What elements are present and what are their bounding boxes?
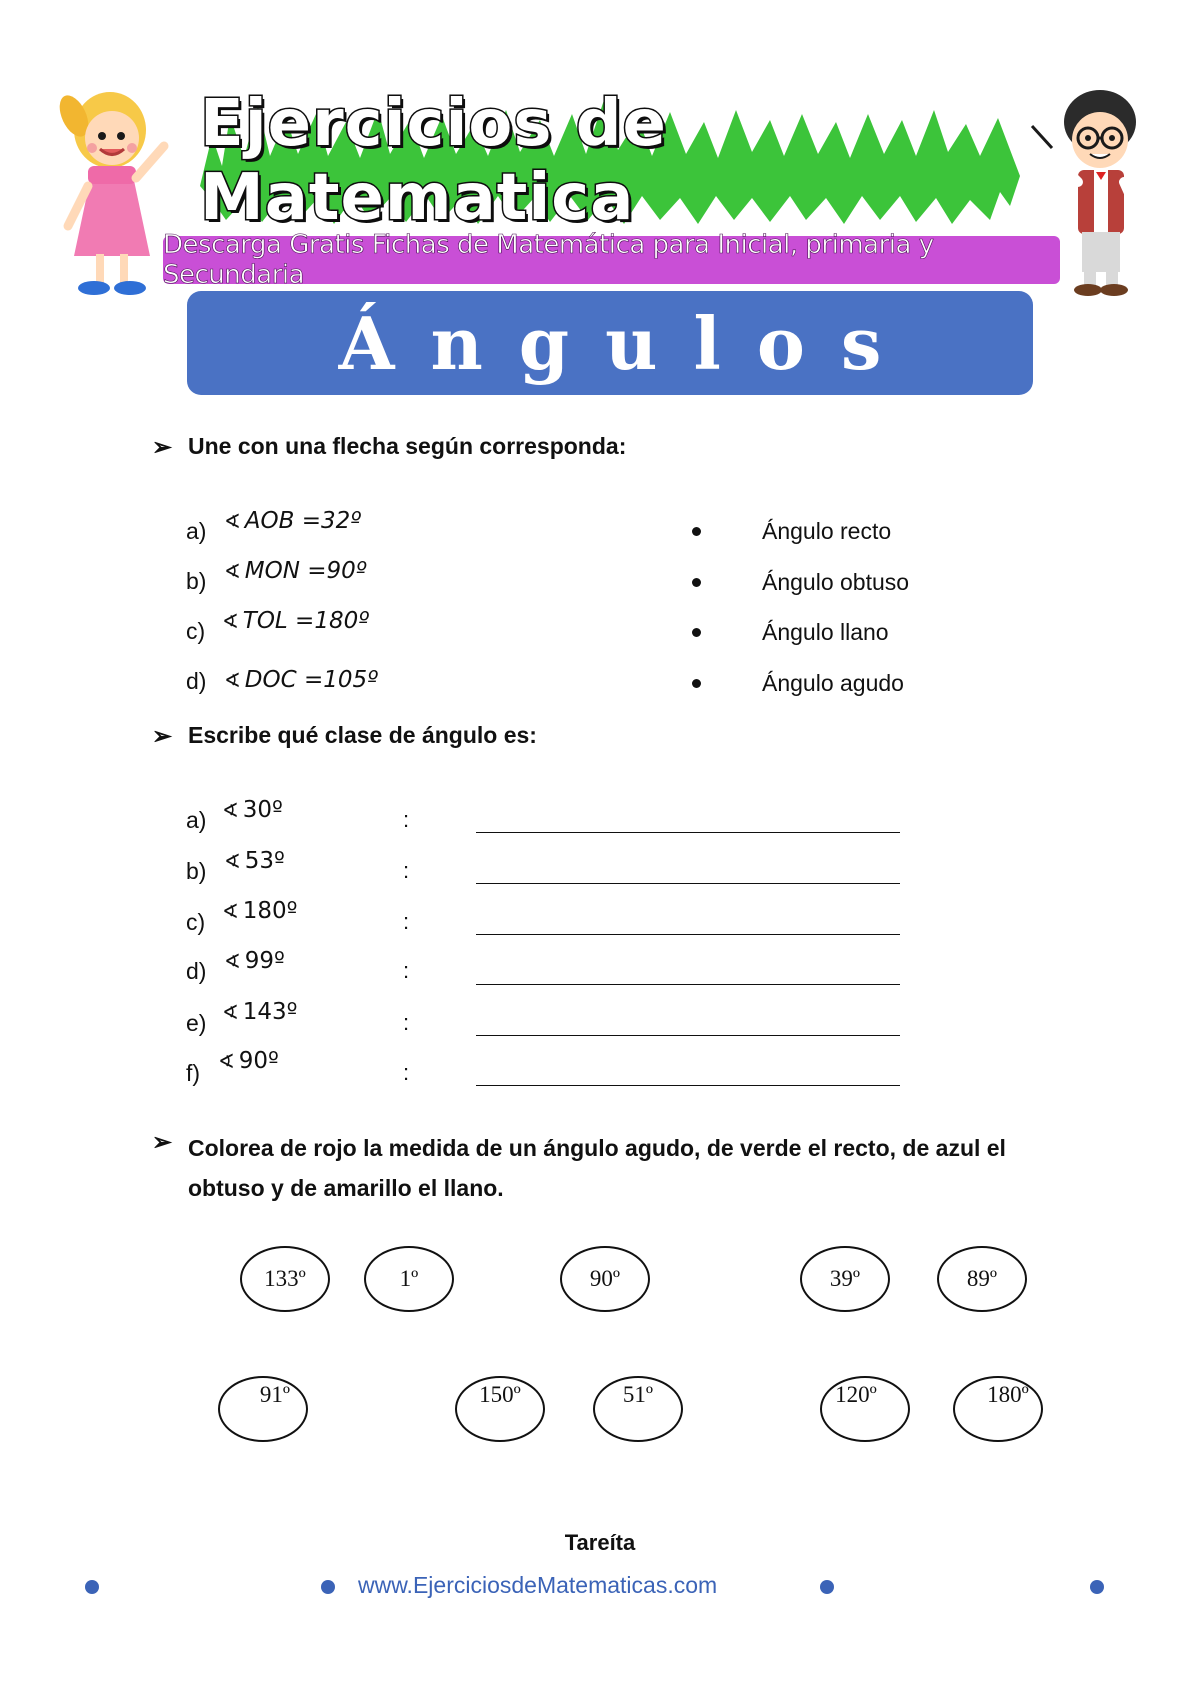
colon: : [403, 958, 410, 983]
footer-dot [1090, 1580, 1104, 1594]
instruction-color: ➢ Colorea de rojo la medida de un ángulo agudo, de verde el recto, de azul el obtuso y de amarillo el llano. [152, 1129, 1006, 1201]
arrow-bullet-icon: ➢ [152, 434, 173, 461]
girl-illustration [52, 86, 172, 301]
angle-oval[interactable]: 39º [800, 1246, 890, 1312]
classify-item-value: ∢ 90º [218, 1048, 279, 1074]
bullet-dot [692, 679, 701, 688]
answer-line[interactable] [476, 934, 900, 935]
classify-item-value: ∢ 30º [222, 797, 283, 823]
match-item-label: a) [186, 518, 207, 544]
classify-item-value: ∢ 99º [224, 948, 285, 974]
angle-oval[interactable]: 89º [937, 1246, 1027, 1312]
angle-symbol-icon: ∢ [224, 849, 241, 873]
angle-oval[interactable]: 91º [218, 1376, 308, 1442]
angle-oval[interactable]: 1º [364, 1246, 454, 1312]
arrow-bullet-icon: ➢ [152, 1129, 173, 1156]
footer-dot [820, 1580, 834, 1594]
angle-symbol-icon: ∢ [222, 899, 239, 923]
answer-line[interactable] [476, 832, 900, 833]
classify-item-label: e) [186, 1010, 207, 1036]
classify-item-label: a) [186, 807, 207, 833]
angle-symbol-icon: ∢ [218, 1049, 235, 1073]
angle-oval[interactable]: 133º [240, 1246, 330, 1312]
angle-kind: Ángulo agudo [762, 670, 904, 696]
match-item-label: c) [186, 618, 206, 644]
angle-symbol-icon: ∢ [222, 609, 239, 633]
angle-symbol-icon: ∢ [222, 798, 239, 822]
footer-label: Tareíta [564, 1530, 636, 1555]
colon: : [403, 807, 410, 832]
angle-symbol-icon: ∢ [224, 509, 241, 533]
site-subtitle: Descarga Gratis Fichas de Matemática para Inicial, primaria y Secundaria [163, 236, 1060, 284]
classify-item-label: c) [186, 909, 206, 935]
colon: : [403, 1010, 410, 1035]
topic-banner [187, 291, 1033, 395]
angle-oval[interactable]: 51º [593, 1376, 683, 1442]
site-title: Ejercicios de Matematica [200, 87, 667, 235]
topic-title: Ángulos [338, 300, 918, 386]
classify-item-value: ∢ 180º [222, 898, 298, 924]
angle-symbol-icon: ∢ [224, 949, 241, 973]
classify-item-value: ∢ 53º [224, 848, 285, 874]
footer-website-link[interactable]: www.EjerciciosdeMatematicas.com [358, 1572, 718, 1598]
angle-oval[interactable]: 180º [953, 1376, 1043, 1442]
angle-kind: Ángulo obtuso [762, 569, 910, 595]
classify-item-label: b) [186, 858, 207, 884]
angle-kind: Ángulo recto [762, 518, 892, 544]
colon: : [403, 909, 410, 934]
colon: : [403, 858, 410, 883]
angle-symbol-icon: ∢ [222, 1000, 239, 1024]
instruction-match: ➢ Une con una flecha según corresponda: [152, 433, 627, 461]
match-item-expr: ∢ DOC =105º [224, 667, 378, 693]
answer-line[interactable] [476, 984, 900, 985]
footer-dot [85, 1580, 99, 1594]
angle-symbol-icon: ∢ [224, 668, 241, 692]
match-item-expr: ∢ AOB =32º [224, 508, 362, 534]
angle-symbol-icon: ∢ [224, 559, 241, 583]
bullet-dot [692, 628, 701, 637]
classify-item-label: f) [186, 1060, 201, 1086]
match-item-expr: ∢ MON =90º [224, 558, 367, 584]
colon: : [403, 1060, 410, 1085]
site-title-banner [200, 87, 1020, 235]
angle-oval[interactable]: 90º [560, 1246, 650, 1312]
angle-oval[interactable]: 150º [455, 1376, 545, 1442]
match-item-expr: ∢ TOL =180º [222, 608, 370, 634]
answer-line[interactable] [476, 883, 900, 884]
angle-oval[interactable]: 120º [820, 1376, 910, 1442]
angle-kind: Ángulo llano [762, 619, 889, 645]
arrow-bullet-icon: ➢ [152, 723, 173, 750]
classify-item-label: d) [186, 958, 207, 984]
bullet-dot [692, 527, 701, 536]
answer-line[interactable] [476, 1085, 900, 1086]
match-item-label: d) [186, 668, 207, 694]
classify-item-value: ∢ 143º [222, 999, 298, 1025]
match-item-label: b) [186, 568, 207, 594]
footer-dot [321, 1580, 335, 1594]
bullet-dot [692, 578, 701, 587]
instruction-classify: ➢ Escribe qué clase de ángulo es: [152, 722, 537, 750]
answer-line[interactable] [476, 1035, 900, 1036]
